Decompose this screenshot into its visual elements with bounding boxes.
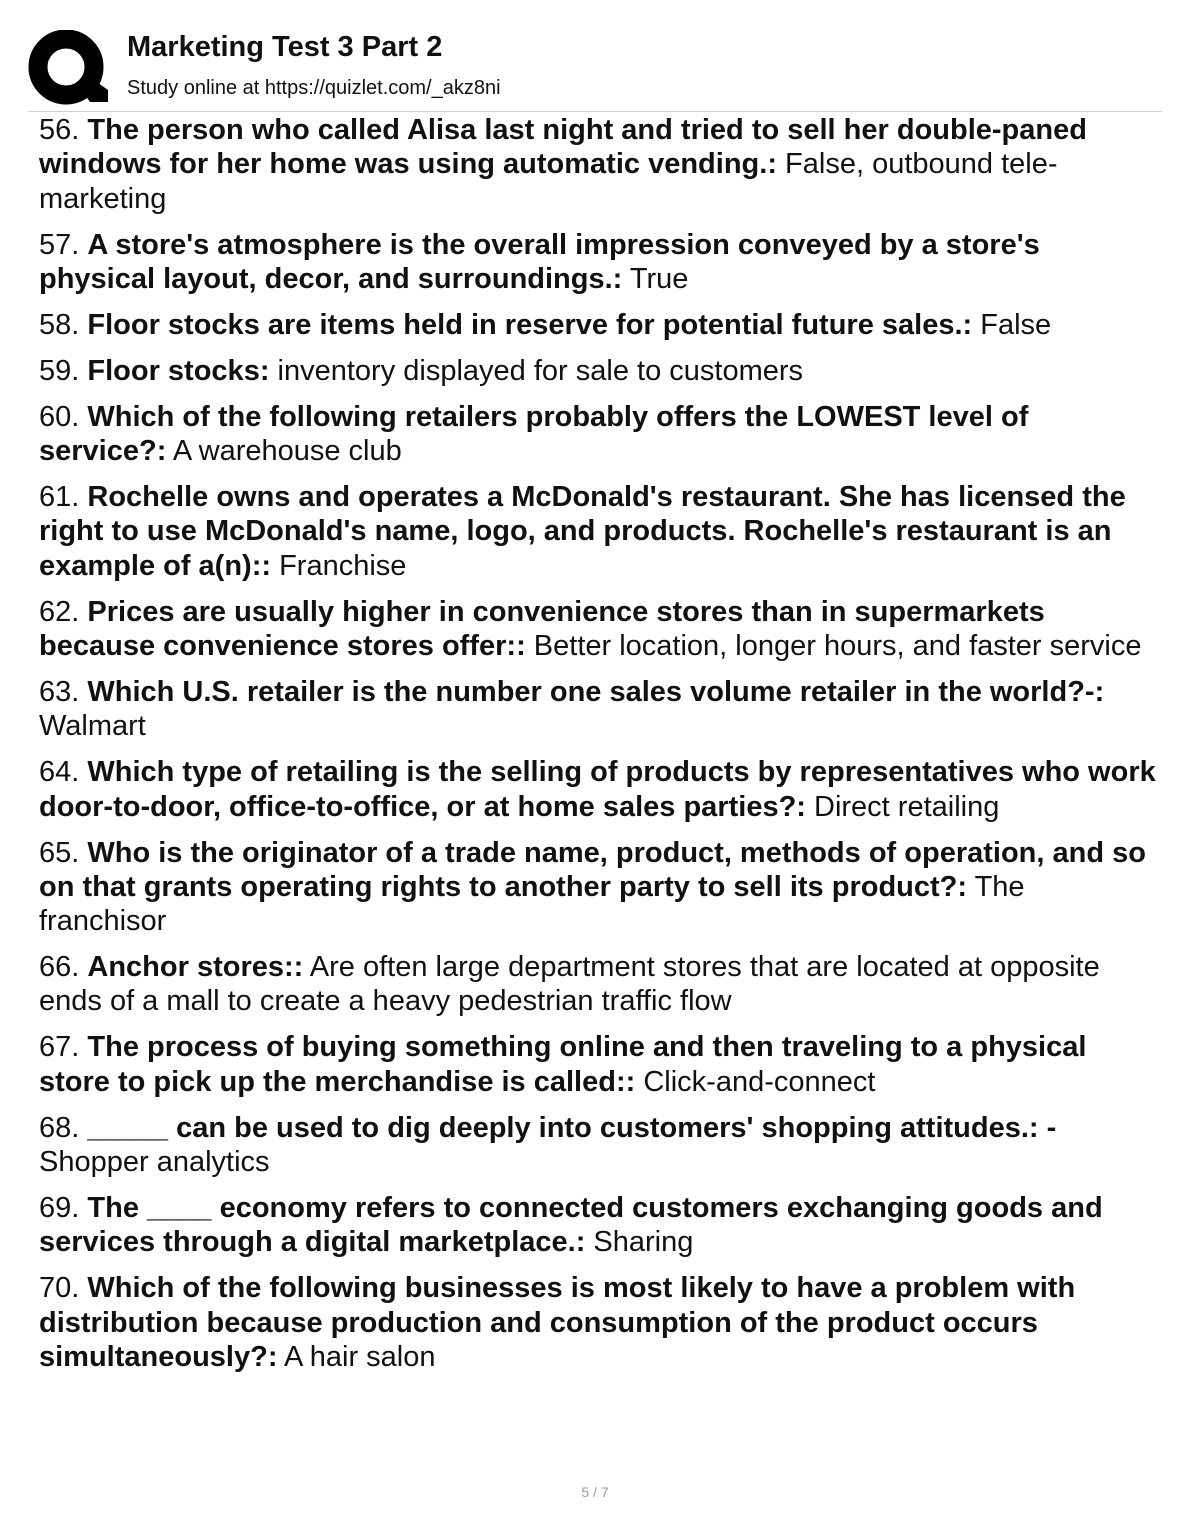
flashcard-item [39, 1111, 1157, 1180]
flashcard-number: 64. [39, 756, 80, 789]
flashcard-definition: Better location, longer hours, and faster service [533, 629, 1142, 662]
flashcard-item [39, 400, 1157, 469]
flashcard-number: 70. [39, 1272, 80, 1305]
flashcard-definition: A hair salon [283, 1340, 436, 1373]
flashcard-term: _____ can be used to dig deeply into customers' shopping attitudes.: - [87, 1111, 1057, 1144]
flashcard-term: Which U.S. retailer is the number one sales volume retailer in the world?-: [87, 675, 1105, 708]
flashcard-item [39, 308, 1157, 342]
page-number: 5 / 7 [581, 1484, 609, 1500]
flashcard-number: 61. [39, 481, 80, 514]
flashcard-term: Which type of retailing is the selling of products by representatives who work door-to-door, office-to-office, or at home sales parties?: [39, 756, 1156, 823]
flashcard-item [39, 1191, 1157, 1260]
flashcard-term: Who is the originator of a trade name, product, methods of operation, and so on that grants operating rights to another party to sell its product?: [39, 836, 1146, 903]
flashcard-item [39, 354, 1157, 388]
page-header [0, 0, 1190, 112]
flashcard-number: 68. [39, 1111, 80, 1144]
flashcard-definition: Shopper analytics [39, 1145, 270, 1178]
flashcard-item [39, 836, 1157, 939]
flashcard-term: Floor stocks: [87, 354, 270, 387]
flashcard-item [39, 113, 1157, 216]
flashcard-number: 62. [39, 595, 80, 628]
flashcard-definition: The franchisor [39, 870, 1025, 938]
flashcard-number: 59. [39, 354, 80, 387]
quizlet-q-logo-icon [28, 30, 110, 108]
flashcard-item [39, 228, 1157, 297]
flashcard-number: 66. [39, 951, 80, 984]
flashcard-item [39, 480, 1157, 583]
flashcard-item [39, 755, 1157, 824]
flashcard-number: 69. [39, 1191, 80, 1224]
flashcard-number: 58. [39, 308, 80, 341]
flashcard-term: A store's atmosphere is the overall impression conveyed by a store's physical layout, decor, and surroundings.: [39, 228, 1040, 295]
header-divider [28, 111, 1162, 112]
flashcard-definition: True [629, 262, 689, 295]
flashcard-definition: Are often large department stores that are located at opposite ends of a mall to create a heavy pedestrian traffic flow [39, 951, 1100, 1018]
flashcard-term: Floor stocks are items held in reserve for potential future sales.: [87, 308, 973, 341]
flashcard-list [39, 113, 1157, 1386]
flashcard-term: Which of the following retailers probably offers the LOWEST level of service?: [39, 400, 1029, 468]
flashcard-term: Which of the following businesses is most likely to have a problem with distribution because production and consumption of the product occurs simultaneously?: [39, 1272, 1076, 1373]
flashcard-definition: False [980, 308, 1052, 341]
flashcard-number: 67. [39, 1031, 80, 1064]
flashcard-number: 63. [39, 675, 80, 708]
flashcard-definition: Franchise [279, 549, 407, 582]
flashcard-definition: A warehouse club [172, 435, 402, 468]
flashcard-definition: inventory displayed for sale to customers [277, 354, 804, 387]
flashcard-term: Rochelle owns and operates a McDonald's restaurant. She has licensed the right to use McDonald's name, logo, and products. Rochelle's restaurant is an example of a(n):: [39, 481, 1126, 582]
flashcard-term: Prices are usually higher in convenience stores than in supermarkets because convenience stores offer:: [39, 595, 1045, 662]
flashcard-item [39, 950, 1157, 1019]
flashcard-definition: Direct retailing [814, 790, 1000, 823]
flashcard-number: 60. [39, 400, 80, 433]
flashcard-term: The person who called Alisa last night and tried to sell her double-paned windows for her home was using automatic vending.: [39, 114, 1087, 181]
flashcard-number: 65. [39, 836, 80, 869]
flashcard-definition: Sharing [593, 1226, 694, 1259]
flashcard-item [39, 595, 1157, 664]
flashcard-item [39, 1030, 1157, 1099]
flashcard-definition: Click-and-connect [643, 1065, 876, 1098]
page-title: Marketing Test 3 Part 2 [127, 31, 443, 63]
flashcard-term: Anchor stores:: [87, 951, 304, 984]
flashcard-term: The ____ economy refers to connected customers exchanging goods and services through a digital marketplace.: [39, 1191, 1103, 1259]
study-online-link[interactable]: Study online at https://quizlet.com/_akz8ni [127, 77, 501, 99]
flashcard-item [39, 675, 1157, 744]
flashcard-definition: False, outbound tele-marketing [39, 148, 1058, 215]
flashcard-term: The process of buying something online and then traveling to a physical store to pick up the merchandise is called:: [39, 1031, 1087, 1098]
flashcard-definition: Walmart [39, 710, 146, 743]
flashcard-item [39, 1271, 1157, 1374]
flashcard-number: 56. [39, 114, 80, 146]
flashcard-number: 57. [39, 228, 80, 261]
